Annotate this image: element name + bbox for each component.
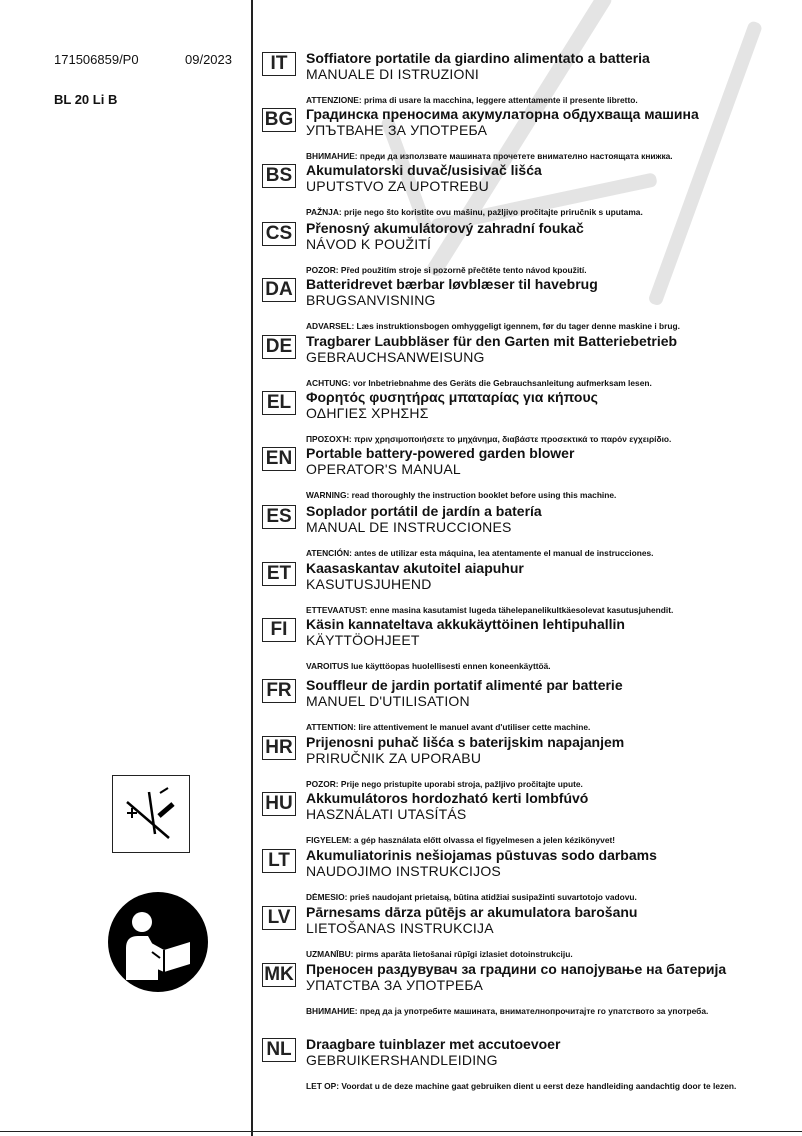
product-title: Pārnesams dārza pūtējs ar akumulatora barošanu: [306, 904, 638, 920]
manual-subtitle: BRUGSANVISNING: [306, 292, 436, 308]
manual-subtitle: УПЪТВАНЕ ЗА УПОТРЕБА: [306, 122, 488, 138]
product-title: Akumuliatorinis nešiojamas pūstuvas sodo darbams: [306, 847, 657, 863]
language-code-badge: ES: [262, 505, 296, 529]
product-title: Преносен раздувувач за градини со напојување на батерија: [306, 961, 727, 977]
language-code-badge: FI: [262, 618, 296, 642]
warning-text: FIGYELEM: a gép használata előtt olvassa el figyelmesen a jelen kézikönyvet!: [306, 835, 616, 845]
warning-text: ATENCIÓN: antes de utilizar esta máquina, lea atentamente el manual de instrucciones.: [306, 548, 654, 558]
product-title: Käsin kannateltava akkukäyttöinen lehtipuhallin: [306, 616, 625, 632]
read-manual-icon: [108, 892, 208, 992]
warning-text: VAROITUS lue käyttöopas huolellisesti ennen koneenkäyttöä.: [306, 661, 551, 671]
manual-subtitle: ΟΔΗΓΙΕΣ ΧΡΗΣΗΣ: [306, 405, 429, 421]
product-title: Soffiatore portatile da giardino alimentato a batteria: [306, 50, 650, 66]
manual-subtitle: PRIRUČNIK ZA UPORABU: [306, 750, 482, 766]
warning-text: LET OP: Voordat u de deze machine gaat gebruiken dient u eerst deze handleiding aandachtig door te lezen.: [306, 1081, 737, 1091]
product-title: Batteridrevet bærbar løvblæser til havebrug: [306, 276, 598, 292]
language-code-badge: MK: [262, 963, 296, 987]
warning-text: ATTENZIONE: prima di usare la macchina, leggere attentamente il presente libretto.: [306, 95, 638, 105]
warning-text: PAŽNJA: prije nego što koristite ovu mašinu, pažljivo pročitajte priručnik s uputama.: [306, 207, 643, 217]
language-code-badge: NL: [262, 1038, 296, 1062]
warning-text: ETTEVAATUST: enne masina kasutamist lugeda tähelepanelikultkäesolevat kasutusjuhendit.: [306, 605, 674, 615]
manual-subtitle: NAUDOJIMO INSTRUKCIJOS: [306, 863, 501, 879]
language-code-badge: ET: [262, 562, 296, 586]
product-title: Akkumulátoros hordozható kerti lombfúvó: [306, 790, 589, 806]
product-title: Φορητός φυσητήρας μπαταρίας για κήπους: [306, 389, 598, 405]
model-number: BL 20 Li B: [54, 92, 118, 107]
language-code-badge: DE: [262, 335, 296, 359]
product-title: Kaasaskantav akutoitel aiapuhur: [306, 560, 524, 576]
warning-text: POZOR: Před použitím stroje si pozorně přečtěte tento návod kpoužití.: [306, 265, 587, 275]
manual-subtitle: KÄYTTÖOHJEET: [306, 632, 420, 648]
language-code-badge: LV: [262, 906, 296, 930]
product-title: Souffleur de jardin portatif alimenté par batterie: [306, 677, 623, 693]
manual-subtitle: УПАТСТВА ЗА УПОТРЕБА: [306, 977, 484, 993]
document-code: 171506859/P0: [54, 52, 139, 67]
warning-text: ADVARSEL: Læs instruktionsbogen omhyggeligt igennem, før du tager denne maskine i brug.: [306, 321, 680, 331]
language-code-badge: CS: [262, 222, 296, 246]
language-code-badge: EN: [262, 447, 296, 471]
language-code-badge: HR: [262, 736, 296, 760]
warning-text: ВНИМАНИЕ: пред да ја употребите машината, внимателнопрочитајте го упатството за употреба.: [306, 1006, 709, 1016]
language-code-badge: DA: [262, 278, 296, 302]
language-code-badge: IT: [262, 52, 296, 76]
product-title: Akumulatorski duvač/usisivač lišća: [306, 162, 542, 178]
battery-polarity-icon: [112, 775, 190, 853]
document-date: 09/2023: [185, 52, 232, 67]
manual-subtitle: LIETOŠANAS INSTRUKCIJA: [306, 920, 494, 936]
warning-text: UZMANĪBU: pirms aparāta lietošanai rūpīgi izlasiet dotoinstrukciju.: [306, 949, 573, 959]
manual-subtitle: OPERATOR'S MANUAL: [306, 461, 461, 477]
manual-subtitle: GEBRAUCHSANWEISUNG: [306, 349, 485, 365]
language-code-badge: BS: [262, 164, 296, 188]
column-divider: [251, 0, 253, 1136]
warning-text: ΠΡΟΣΟΧΉ: πριν χρησιμοποιήσετε το μηχάνημα, διαβάστε προσεκτικά το παρόν εγχειρίδιο.: [306, 434, 672, 444]
manual-subtitle: GEBRUIKERSHANDLEIDING: [306, 1052, 498, 1068]
product-title: Portable battery-powered garden blower: [306, 445, 575, 461]
language-code-badge: LT: [262, 849, 296, 873]
warning-text: WARNING: read thoroughly the instruction booklet before using this machine.: [306, 490, 617, 500]
warning-text: ВНИМАНИЕ: преди да използвате машината прочетете внимателно настоящата книжка.: [306, 151, 673, 161]
product-title: Градинска преносима акумулаторна обдухваща машина: [306, 106, 699, 122]
product-title: Prijenosni puhač lišća s baterijskim napajanjem: [306, 734, 625, 750]
language-code-badge: FR: [262, 679, 296, 703]
warning-text: ACHTUNG: vor Inbetriebnahme des Geräts die Gebrauchsanleitung aufmerksam lesen.: [306, 378, 652, 388]
language-code-badge: HU: [262, 792, 296, 816]
warning-text: ATTENTION: lire attentivement le manuel avant d'utiliser cette machine.: [306, 722, 591, 732]
manual-subtitle: UPUTSTVO ZA UPOTREBU: [306, 178, 489, 194]
manual-subtitle: MANUALE DI ISTRUZIONI: [306, 66, 479, 82]
product-title: Draagbare tuinblazer met accutoevoer: [306, 1036, 561, 1052]
manual-subtitle: HASZNÁLATI UTASÍTÁS: [306, 806, 467, 822]
language-code-badge: BG: [262, 108, 296, 132]
warning-text: POZOR: Prije nego pristupite uporabi stroja, pažljivo pročitajte upute.: [306, 779, 583, 789]
language-code-badge: EL: [262, 391, 296, 415]
warning-text: DĖMESIO: prieš naudojant prietaisą, būtina atidžiai susipažinti suvartotojo vadovu.: [306, 892, 637, 902]
manual-subtitle: KASUTUSJUHEND: [306, 576, 432, 592]
product-title: Soplador portátil de jardín a batería: [306, 503, 542, 519]
manual-subtitle: MANUAL DE INSTRUCCIONES: [306, 519, 512, 535]
product-title: Přenosný akumulátorový zahradní foukač: [306, 220, 584, 236]
manual-subtitle: NÁVOD K POUŽITÍ: [306, 236, 432, 252]
manual-subtitle: MANUEL D'UTILISATION: [306, 693, 470, 709]
product-title: Tragbarer Laubbläser für den Garten mit Batteriebetrieb: [306, 333, 678, 349]
bottom-rule: [0, 1131, 802, 1132]
